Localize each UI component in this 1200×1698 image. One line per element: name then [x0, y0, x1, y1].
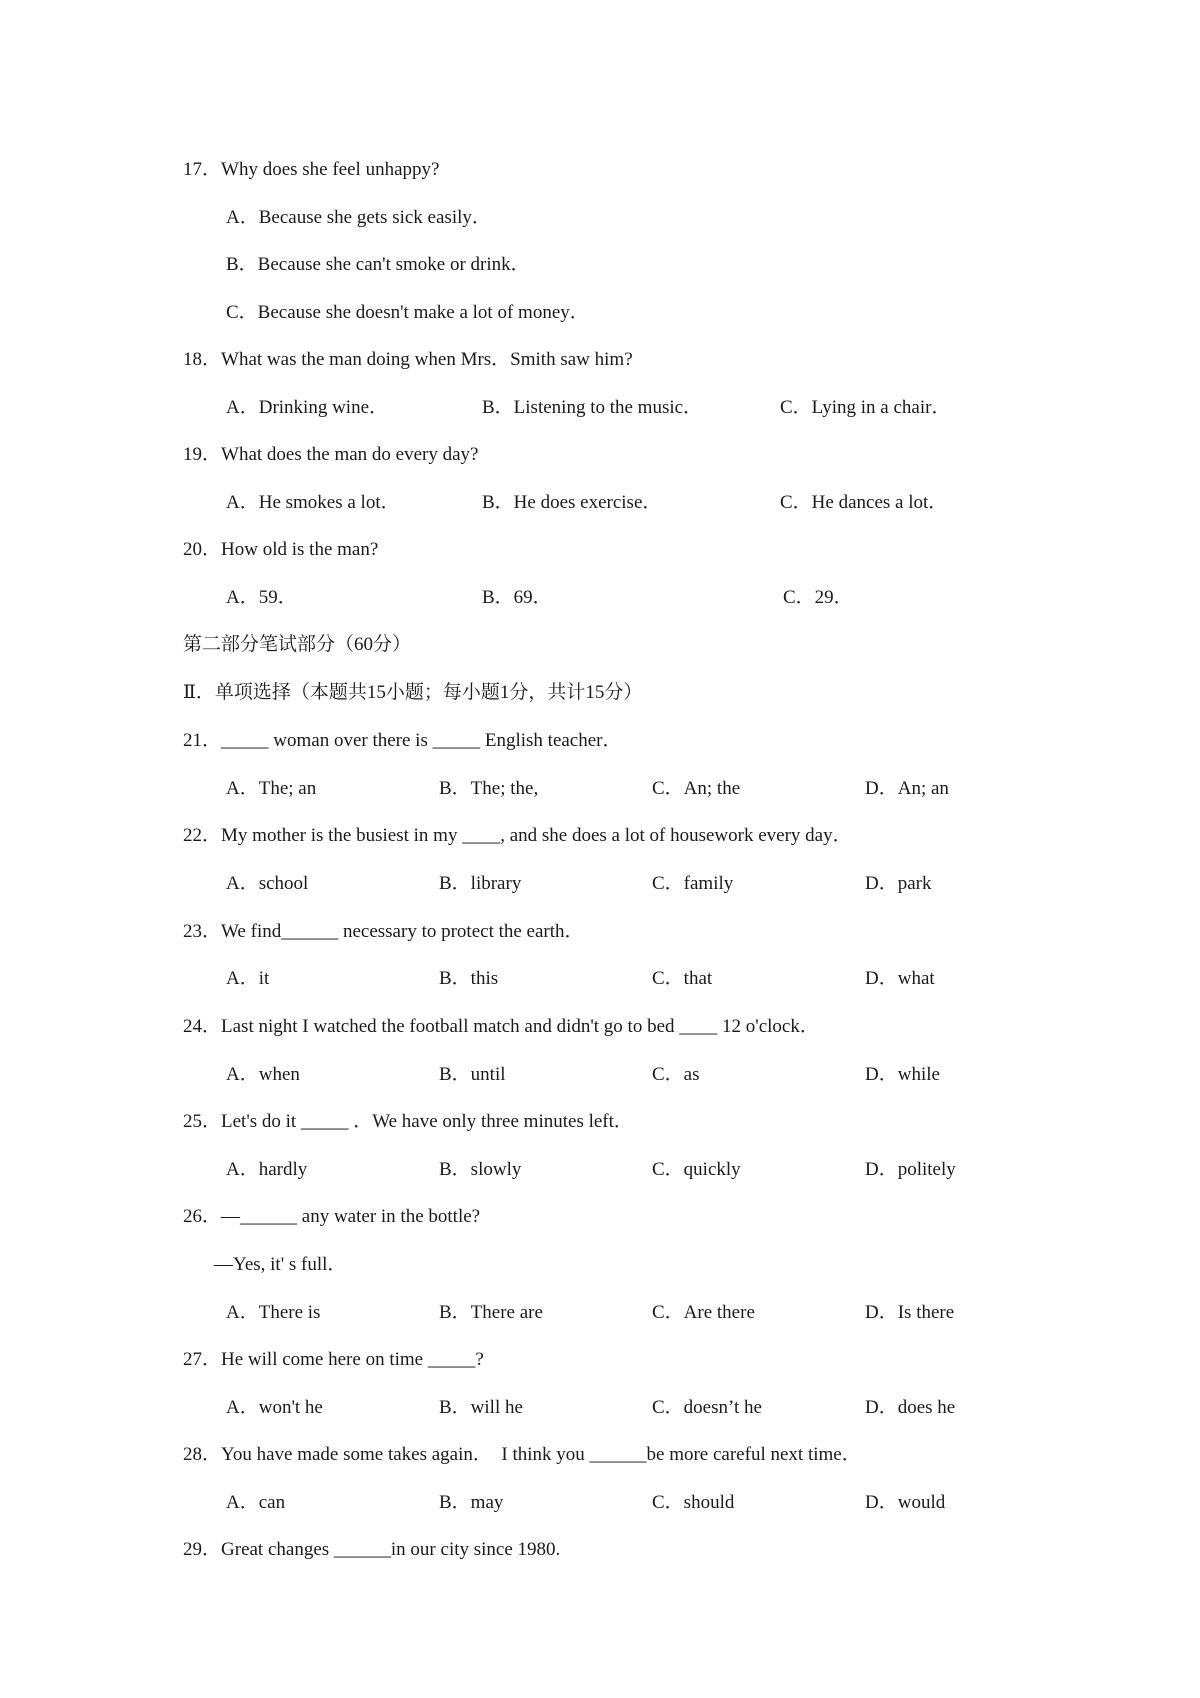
question-24: [183, 1015, 819, 1039]
option-b: B．69．: [482, 587, 552, 608]
question-18: [183, 348, 633, 372]
question-text: He will come here on time _____?: [221, 1349, 484, 1370]
option-c: C．quickly: [652, 1159, 741, 1180]
option-d: D．what: [865, 968, 935, 989]
option-b: B．He does exercise．: [482, 492, 662, 513]
question-29: [183, 1538, 560, 1562]
question-number: 21．: [183, 730, 222, 751]
question-number: 25．: [183, 1111, 222, 1132]
option-a: A．when: [226, 1064, 300, 1085]
question-25: [183, 1110, 633, 1134]
option-a: A．He smokes a lot．: [226, 492, 400, 513]
option-c: C．Lying in a chair．: [780, 397, 951, 418]
option-a: A．school: [226, 873, 309, 894]
option-d: D．would: [865, 1492, 946, 1513]
option-c: C．should: [652, 1492, 735, 1513]
option-c: C．that: [652, 968, 713, 989]
option-b: B．may: [439, 1492, 504, 1513]
question-text: What was the man doing when Mrs．Smith saw him?: [221, 349, 633, 370]
question-text: —______ any water in the bottle?: [221, 1206, 481, 1227]
option-a: A．it: [226, 968, 270, 989]
question-text: We find______ necessary to protect the earth．: [221, 921, 584, 942]
section-heading: Ⅱ．单项选择（本题共15小题；每小题1分，共计15分）: [183, 682, 643, 703]
option-d: D．politely: [865, 1159, 956, 1180]
option-b: B．There are: [439, 1302, 543, 1323]
question-text: How old is the man?: [221, 539, 379, 560]
option-b: B．until: [439, 1064, 506, 1085]
option-a: A．There is: [226, 1302, 321, 1323]
question-20: [183, 538, 378, 562]
question-number: 19．: [183, 444, 222, 465]
option-c: C．as: [652, 1064, 700, 1085]
option-d: D．while: [865, 1064, 940, 1085]
question-number: 23．: [183, 921, 222, 942]
question-27: [183, 1348, 484, 1372]
question-number: 20．: [183, 539, 222, 560]
option-c: C．Are there: [652, 1302, 755, 1323]
option-c: C．family: [652, 873, 734, 894]
question-number: 17．: [183, 159, 222, 180]
dialogue-reply: —Yes, it' s full．: [214, 1254, 347, 1275]
option-c: C．Because she doesn't make a lot of money．: [226, 302, 589, 323]
option-b: B．The; the,: [439, 778, 539, 799]
part-heading: 第二部分笔试部分（60分）: [183, 634, 412, 655]
option-d: D．An; an: [865, 778, 949, 799]
question-number: 18．: [183, 349, 222, 370]
question-19: [183, 443, 478, 467]
question-text: What does the man do every day?: [221, 444, 479, 465]
option-c: C．doesn’t he: [652, 1397, 762, 1418]
question-text: My mother is the busiest in my ____, and she does a lot of housework every day．: [221, 825, 852, 846]
question-26: [183, 1205, 480, 1229]
option-b: B．Because she can't smoke or drink．: [226, 254, 530, 275]
option-b: B．will he: [439, 1397, 523, 1418]
option-a: A．59．: [226, 587, 297, 608]
option-b: B．Listening to the music．: [482, 397, 703, 418]
option-d: D．does he: [865, 1397, 956, 1418]
option-a: A．Drinking wine．: [226, 397, 389, 418]
question-text: Why does she feel unhappy?: [221, 159, 440, 180]
option-b: B．slowly: [439, 1159, 522, 1180]
question-text: Let's do it _____ ．We have only three minutes left．: [221, 1111, 633, 1132]
option-c: C．An; the: [652, 778, 741, 799]
question-17: [183, 158, 439, 182]
option-c: C．He dances a lot．: [780, 492, 948, 513]
question-23: [183, 920, 584, 944]
question-text: Great changes ______in our city since 1980.: [221, 1539, 561, 1560]
option-a: A．won't he: [226, 1397, 323, 1418]
option-a: A．The; an: [226, 778, 317, 799]
question-text: You have made some takes again． I think you ______be more careful next time．: [221, 1444, 861, 1465]
option-d: D．Is there: [865, 1302, 955, 1323]
question-number: 29．: [183, 1539, 222, 1560]
option-a: A．can: [226, 1492, 286, 1513]
question-22: [183, 824, 852, 848]
option-d: D．park: [865, 873, 932, 894]
question-text: _____ woman over there is _____ English teacher．: [221, 730, 622, 751]
question-text: Last night I watched the football match and didn't go to bed ____ 12 o'clock．: [221, 1016, 819, 1037]
question-number: 22．: [183, 825, 222, 846]
option-a: A．Because she gets sick easily．: [226, 207, 491, 228]
question-28: [183, 1443, 861, 1467]
question-number: 27．: [183, 1349, 222, 1370]
question-21: [183, 729, 622, 753]
option-b: B．this: [439, 968, 499, 989]
option-a: A．hardly: [226, 1159, 308, 1180]
option-b: B．library: [439, 873, 522, 894]
question-number: 26．: [183, 1206, 222, 1227]
question-number: 28．: [183, 1444, 222, 1465]
option-c: C．29．: [783, 587, 853, 608]
question-number: 24．: [183, 1016, 222, 1037]
